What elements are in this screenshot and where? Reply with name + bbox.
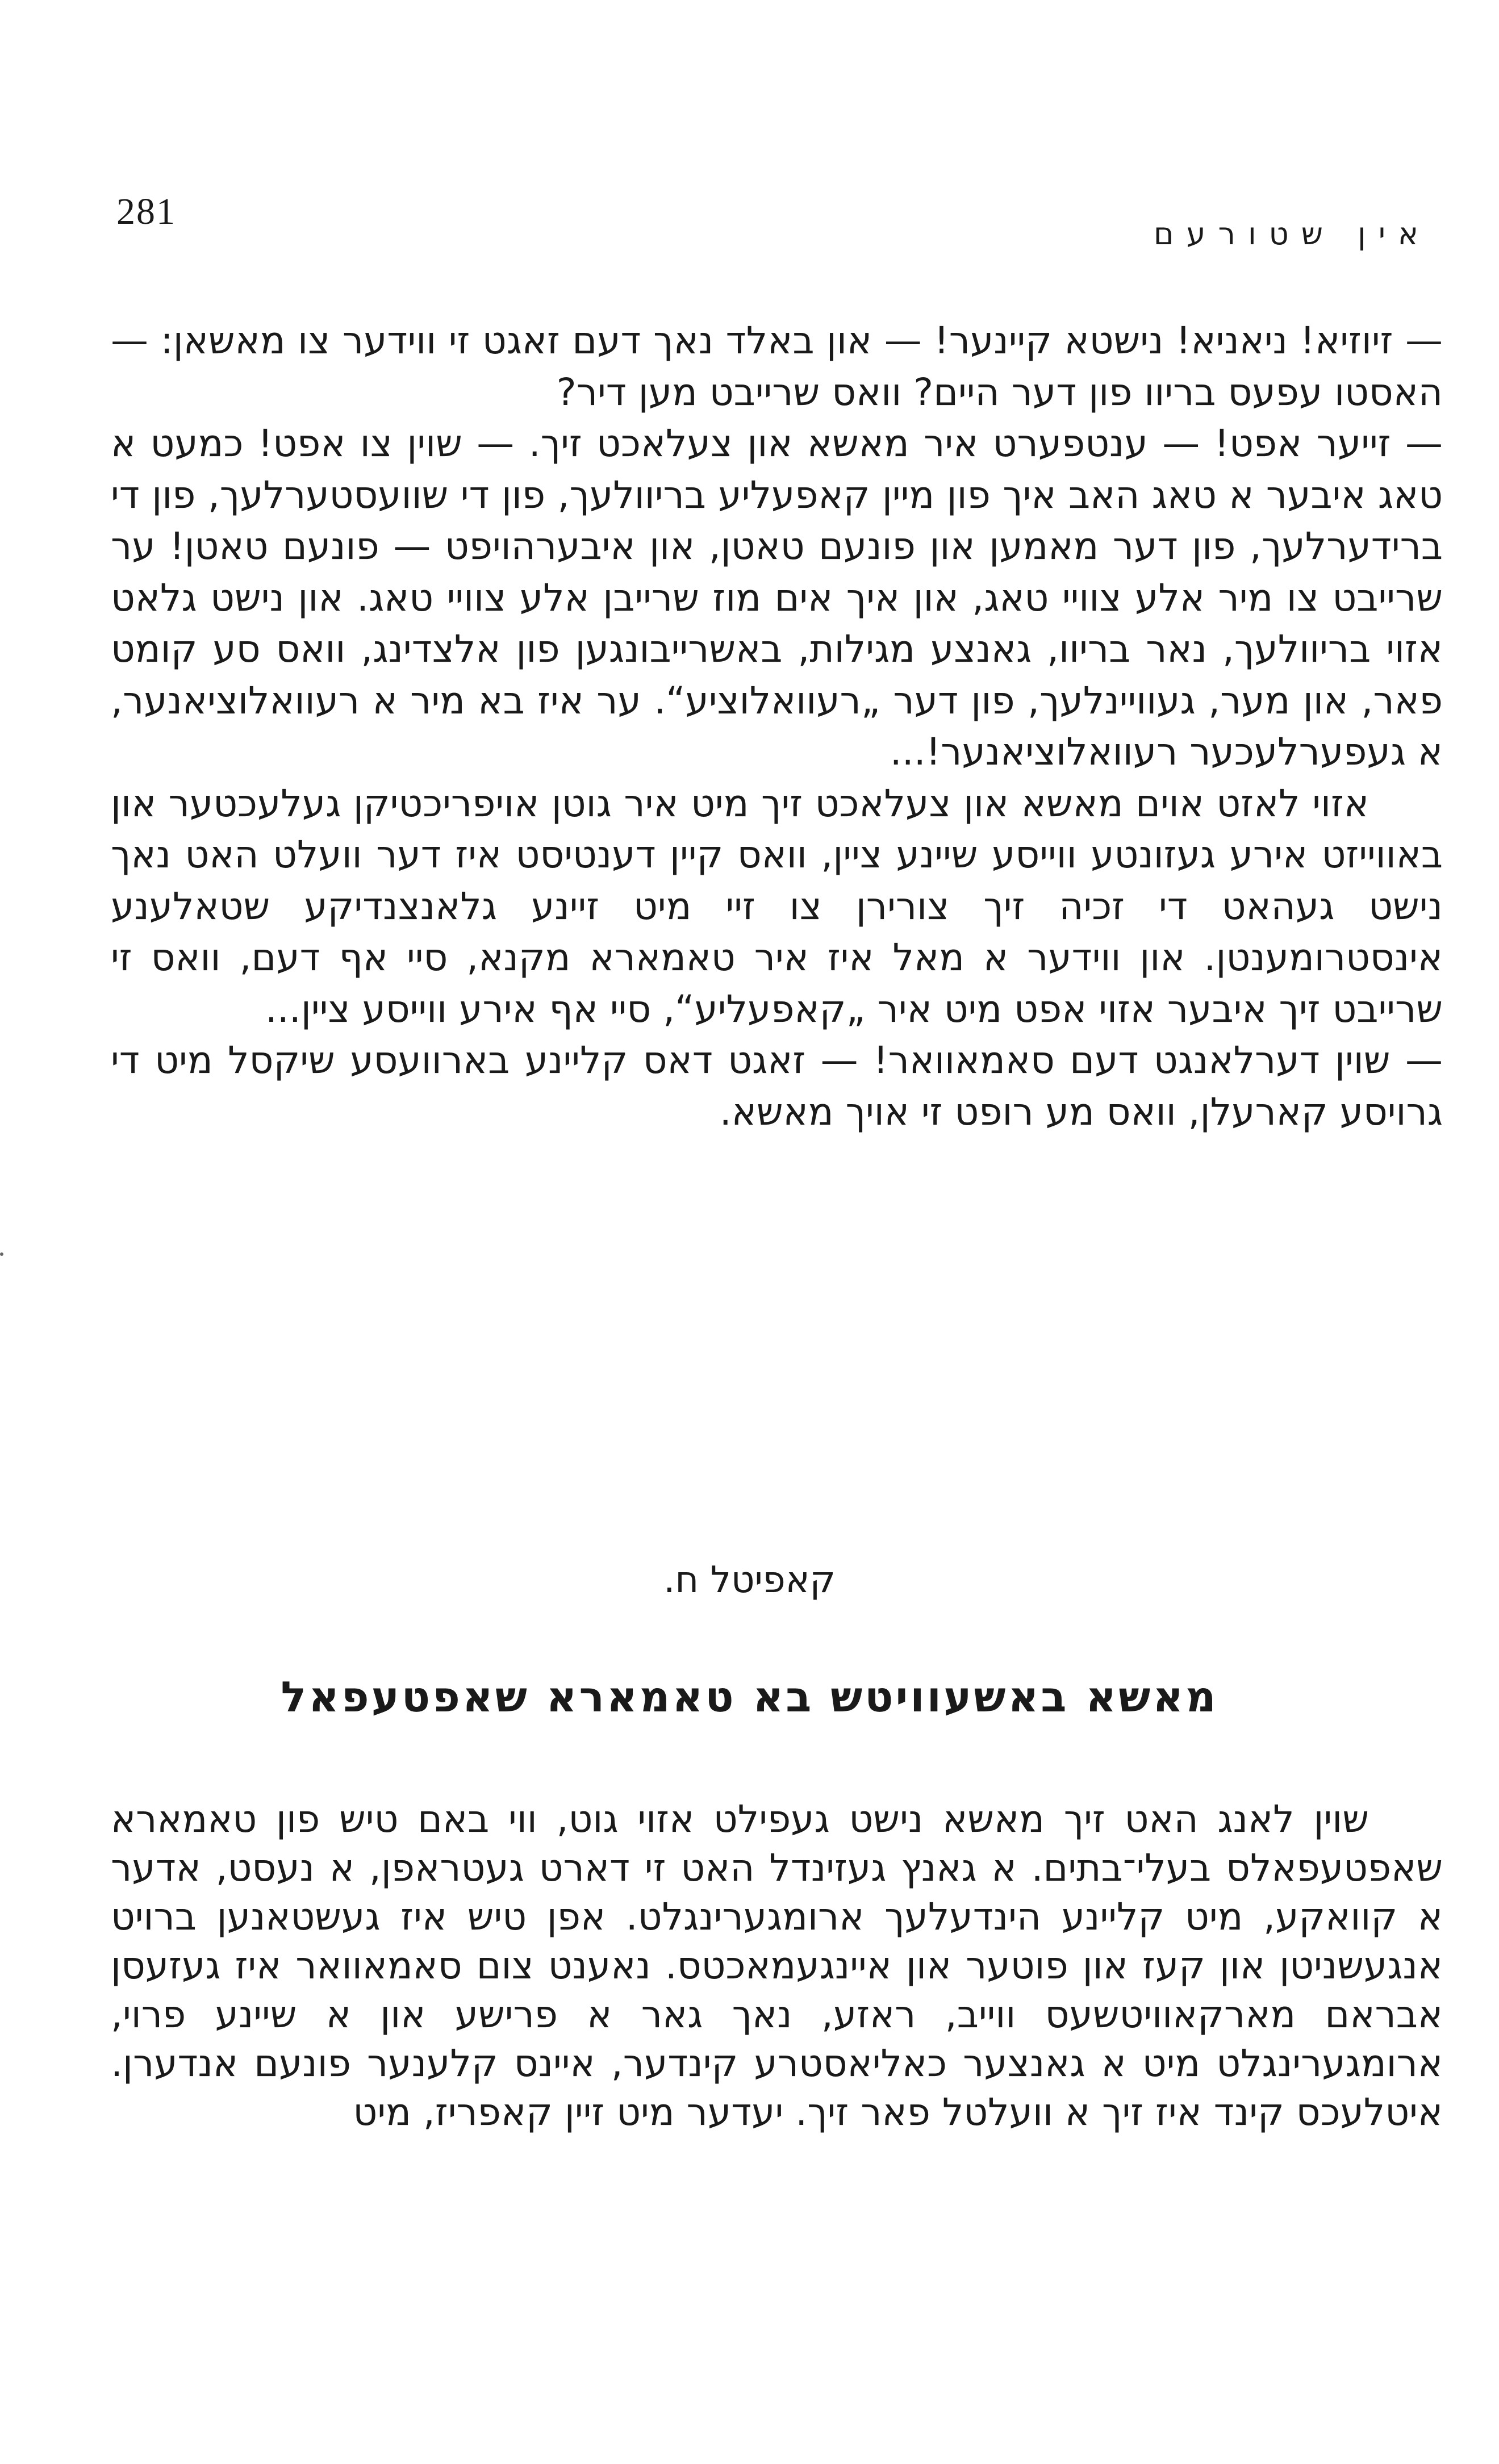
text-block-upper xyxy=(111,315,1443,1138)
paragraph: — שוין דערלאנגט דעם סאמאוואר! — זאגט דאס קליינע בארוועסע שיקסל מיט די גרויסע קארעלן, וואס מע רופט זי אויך מאשא. xyxy=(111,1038,1443,1134)
chapter-heading: מאשא באשעוויטש בא טאמארא שאפטעפאל xyxy=(281,1673,1218,1722)
paragraph: — זיוזיא! ניאניא! נישטא קיינער! — און באלד נאך דעם זאגט זי ווידער צו מאשאן: — האסטו עפעס בריוו פון דער היים? וואס שרייבט מען דיר? xyxy=(111,319,1443,414)
paragraph: — זייער אפט! — ענטפערט איר מאשא און צעלאכט זיך. — שוין צו אפט! כמעט א טאג איבער א טאג האב איך פון מיין קאפעליע בריוולעך, פון די שוועסטערלעך, פון די ברידערלעך, פון דער מאמען און פונעם טאטן, און איבערהויפט — פונעם טאטן! ער שרייבט צו מיר אלע צוויי טאג, און איך אים מוז שרייבן אלע צוויי טאג. און נישט גלאט אזוי בריוולעך, נאר בריוו, גאנצע מגילות, באשרייבונגען פון אלצדינג, וואס סע קומט פאר, און מער, געוויינלעך, פון דער „רעוואלוציע“. ער איז בא מיר א רעוואלוציאנער, א געפערלעכער רעוואלוציאנער!... xyxy=(111,421,1443,774)
chapter-label: קאפיטל ח. xyxy=(663,1559,836,1601)
page-number: 281 xyxy=(116,191,176,232)
margin-mark xyxy=(0,1252,3,1256)
running-head: אין שטורעם xyxy=(1153,216,1431,252)
paragraph: שוין לאנג האט זיך מאשא נישט געפילט אזוי גוט, ווי באם טיש פון טאמארא שאפטעפאלס בעלי־בתים. א גאנץ געזינדל האט זי דארט געטראפן, א נעסט, אדער א קוואקע, מיט קליינע הינדעלעך ארומגערינגלט. אפן טיש איז געשטאנען ברויט אנגעשניטן און קעז און פוטער און איינגעמאכטס. נאענט צום סאמאוואר איז געזעסן אבראם מארקאוויטשעס ווייב, ראזע, נאך גאר א פרישע און א שיינע פרוי, ארומגערינגלט מיט א גאנצער כאליאסטרע קינדער, איינס קלענער פונעם אנדערן. איטלעכס קינד איז זיך א וועלטל פאר זיך. יעדער מיט זיין קאפריז, מיט xyxy=(111,1797,1443,2134)
paragraph: אזוי לאזט אוים מאשא און צעלאכט זיך מיט איר גוטן אויפריכטיקן געלעכטער און באווייזט אירע געזונטע ווייסע שיינע ציין, וואס קיין דענטיסט איז דער וועלט האט נאך נישט געהאט די זכיה זיך צורירן צו זיי מיט זיינע גלאנצנדיקע שטאלענע אינסטרומענטן. און ווידער א מאל איז איר טאמארא מקנא, סיי אף דעם, וואס זי שרייבט זיך איבער אזוי אפט מיט איר „קאפעליע“, סיי אף אירע ווייסע ציין... xyxy=(111,781,1443,1031)
text-block-lower xyxy=(111,1795,1443,2137)
